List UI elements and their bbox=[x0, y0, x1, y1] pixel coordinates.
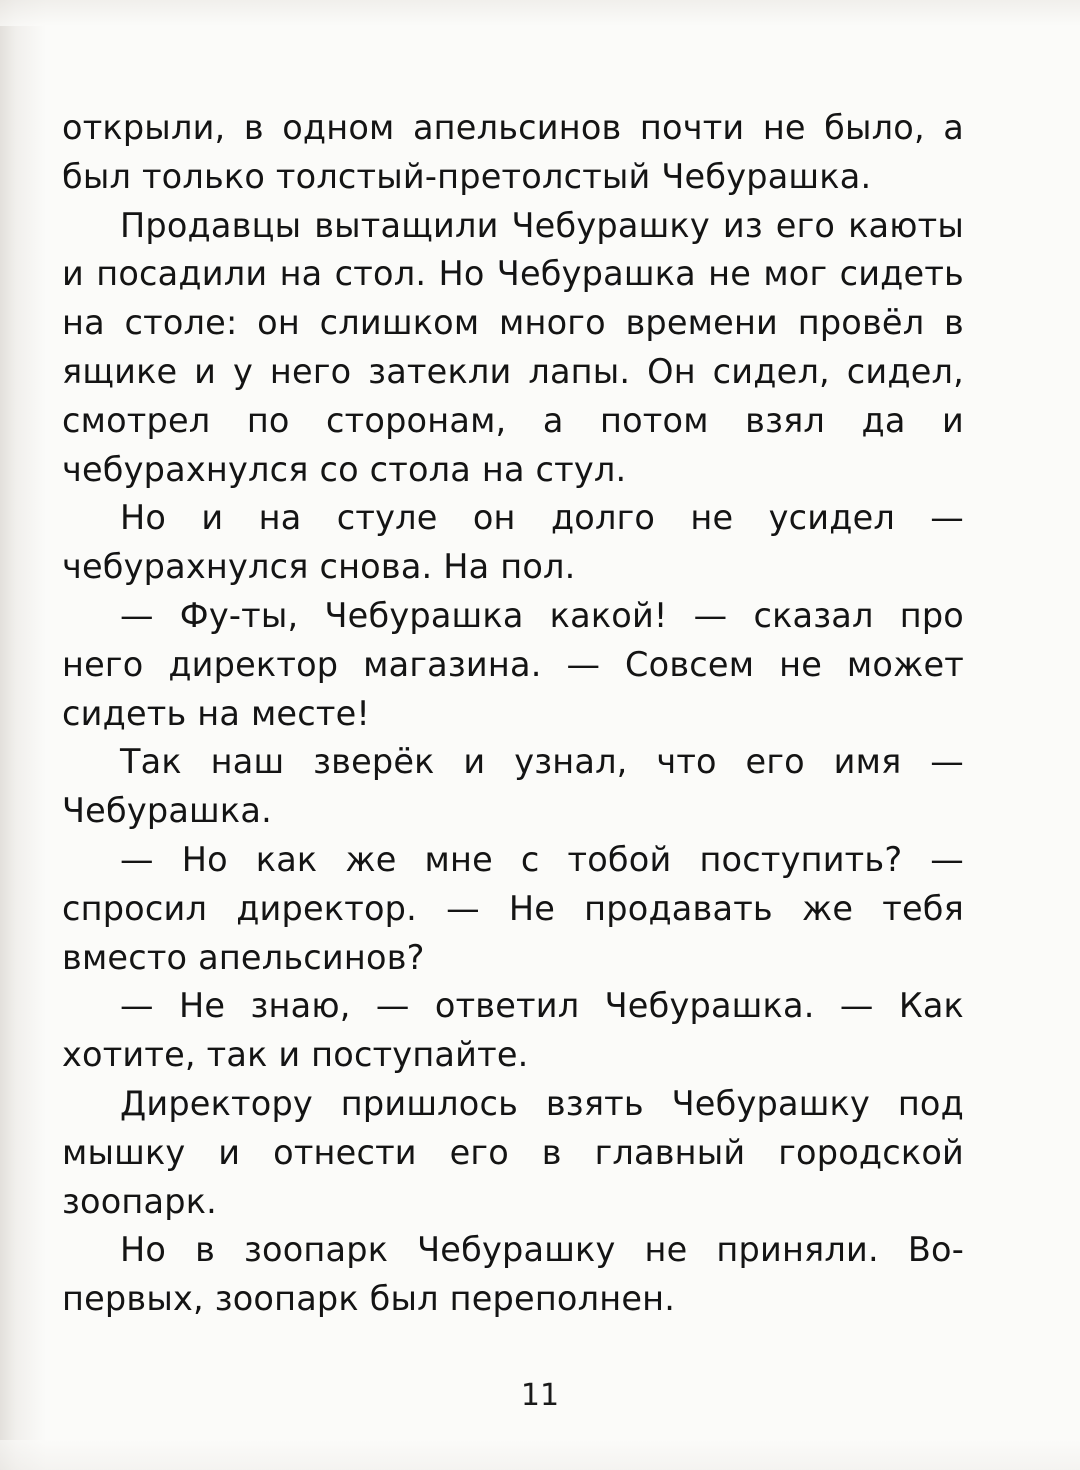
page-text-body bbox=[62, 104, 964, 1324]
paragraph: Но в зоопарк Чебурашку не приняли. Во-первых, зоопарк был переполнен. bbox=[62, 1230, 964, 1319]
page-edge-shadow-top bbox=[0, 0, 1080, 26]
paragraph: Но и на стуле он долго не усидел — чебурахнулся снова. На пол. bbox=[62, 498, 964, 587]
page-number: 11 bbox=[520, 1378, 560, 1413]
page-edge-shadow-left bbox=[0, 0, 46, 1470]
paragraph: Директору пришлось взять Чебурашку под мышку и отнести его в главный городской зоопарк. bbox=[62, 1083, 964, 1221]
paragraph: Продавцы вытащили Чебурашку из его каюты и посадили на стол. Но Чебурашка не мог сидеть на столе: он слишком много времени провёл в ящике и у него затекли лапы. Он сидел, сидел, смотрел по сторонам, а потом взял да и чебурахнулся со стола на стул. bbox=[62, 205, 964, 489]
paragraph: открыли, в одном апельсинов почти не было, а был только толстый-претолстый Чебурашка. bbox=[62, 108, 964, 196]
paragraph: — Но как же мне с тобой поступить? — спросил директор. — Не продавать же тебя вместо апельсинов? bbox=[62, 839, 964, 977]
paragraph: — Не знаю, — ответил Чебурашка. — Как хотите, так и поступайте. bbox=[62, 986, 964, 1075]
paragraph: — Фу-ты, Чебурашка какой! — сказал про него директор магазина. — Совсем не может сидеть на месте! bbox=[62, 595, 964, 733]
page-edge-shadow-bottom bbox=[0, 1440, 1080, 1470]
paragraph: Так наш зверёк и узнал, что его имя — Чебурашка. bbox=[62, 742, 964, 831]
